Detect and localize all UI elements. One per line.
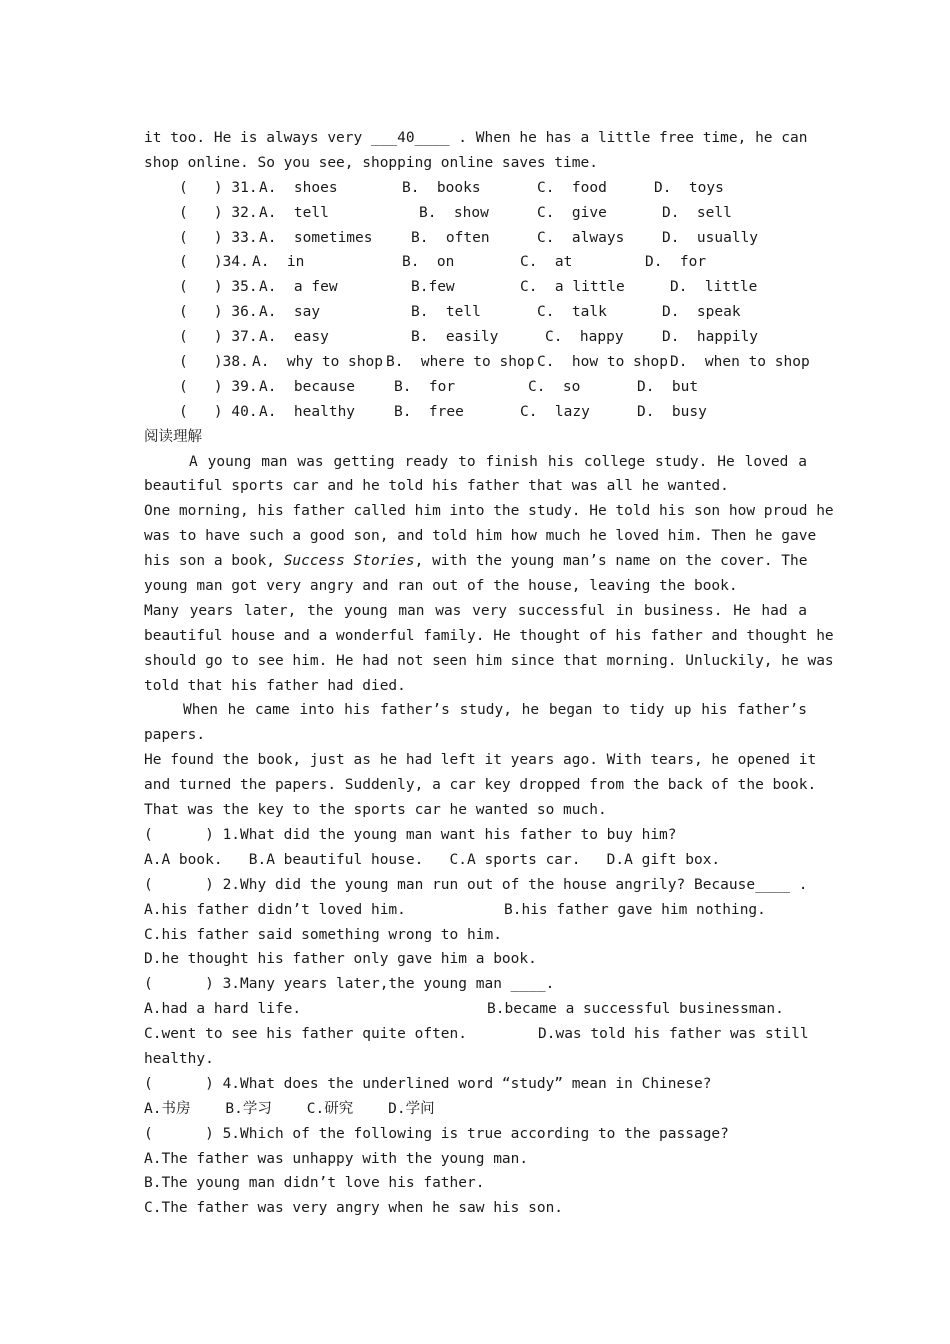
option-c: C. give: [537, 204, 607, 221]
question-number: ( ) 39.: [179, 378, 258, 395]
option-b: B. where to shop: [386, 354, 535, 371]
option-row: [144, 350, 810, 375]
passage-line: beautiful sports car and he told his father that was all he wanted.: [144, 478, 729, 495]
cloze-options: [144, 176, 810, 425]
option-c: C. at: [520, 254, 573, 271]
passage-line: He found the book, just as he had left it years ago. With tears, he opened it: [144, 752, 817, 769]
option-b: B.his father gave him nothing.: [504, 901, 766, 918]
option-a: A. tell: [259, 204, 329, 221]
passage-line: When he came into his father’s study, he began to tidy up his father’s: [183, 702, 807, 719]
option-b: B. tell: [411, 304, 481, 321]
option-row: [144, 201, 807, 226]
question-3: ( ) 3.Many years later,the young man ____.: [144, 976, 555, 993]
option-a: A. say: [259, 304, 321, 321]
option-d: D. happily: [662, 329, 759, 346]
question-2-options-ab: [144, 898, 807, 923]
passage-line: should go to see him. He had not seen him since that morning. Unluckily, he was: [144, 652, 834, 669]
option-a: A. shoes: [259, 179, 338, 196]
book-title: Success Stories: [283, 553, 415, 570]
option-b: B.became a successful businessman.: [487, 1001, 784, 1018]
question-number: ( )34.: [179, 254, 249, 271]
option-d: D. when to shop: [670, 354, 810, 371]
passage-line: told that his father had died.: [144, 677, 406, 694]
option-a: A. easy: [259, 329, 329, 346]
passage-line: was to have such a good son, and told him how much he loved him. Then he gave: [144, 528, 817, 545]
question-number: ( ) 37.: [179, 329, 258, 346]
option-row: [144, 300, 807, 325]
question-1: ( ) 1.What did the young man want his father to buy him?: [144, 826, 677, 843]
option-a: A. in: [252, 254, 305, 271]
option-c: C. talk: [537, 304, 607, 321]
question-3-options-ab: [144, 997, 807, 1022]
option-b: B. books: [402, 179, 481, 196]
question-4-options: A.书房 B.学习 C.研究 D.学问: [144, 1100, 435, 1117]
option-c: C. lazy: [520, 403, 590, 420]
passage-line: Many years later, the young man was very successful in business. He had a: [144, 602, 807, 619]
option-row: [144, 226, 807, 251]
option-d: D.he thought his father only gave him a book.: [144, 951, 537, 968]
option-c: C. always: [537, 229, 625, 246]
passage-text: his son a book, Success Stories, with the young man’s name on the cover. The: [144, 553, 808, 570]
option-a: A. a few: [259, 279, 338, 296]
option-b: B. for: [394, 378, 456, 395]
option-a: A.had a hard life.: [144, 1001, 302, 1018]
option-row: [144, 250, 807, 275]
passage-line: That was the key to the sports car he wanted so much.: [144, 802, 607, 819]
option-d-continued: healthy.: [144, 1050, 214, 1067]
option-d: D. toys: [654, 179, 724, 196]
question-5: ( ) 5.Which of the following is true according to the passage?: [144, 1125, 729, 1142]
option-c: C.The father was very angry when he saw his son.: [144, 1200, 564, 1217]
option-a: A. healthy: [259, 403, 356, 420]
option-c: C. how to shop: [537, 354, 668, 371]
option-b: B. easily: [411, 329, 499, 346]
option-a: A.his father didn’t loved him.: [144, 901, 406, 918]
option-a: A. sometimes: [259, 229, 373, 246]
option-c: C.went to see his father quite often.: [144, 1026, 468, 1043]
question-number: ( ) 31.: [179, 179, 258, 196]
question-number: ( )38.: [179, 354, 249, 371]
option-row: [144, 275, 807, 300]
option-d: D.was told his father was still: [538, 1026, 809, 1043]
question-3-options-cd: [144, 1022, 807, 1047]
option-row: [144, 400, 807, 425]
option-c: C. so: [528, 378, 581, 395]
option-a: A.The father was unhappy with the young man.: [144, 1150, 529, 1167]
question-number: ( ) 36.: [179, 304, 258, 321]
question-number: ( ) 33.: [179, 229, 258, 246]
option-d: D. busy: [637, 403, 707, 420]
passage-line: papers.: [144, 727, 206, 744]
option-b: B. free: [394, 403, 464, 420]
option-c: C. a little: [520, 279, 625, 296]
section-heading: 阅读理解: [144, 428, 202, 445]
document-page: [144, 126, 834, 1221]
option-b: B.The young man didn’t love his father.: [144, 1175, 485, 1192]
option-b: B. on: [402, 254, 455, 271]
cloze-text-line: shop online. So you see, shopping online saves time.: [144, 154, 598, 171]
option-d: D. little: [670, 279, 758, 296]
option-a: A. why to shop: [252, 354, 383, 371]
option-c: C. happy: [545, 329, 624, 346]
cloze-text-line: it too. He is always very ___40____ . When he has a little free time, he can: [144, 130, 808, 146]
option-d: D. speak: [662, 304, 741, 321]
option-d: D. for: [645, 254, 707, 271]
option-d: D. usually: [662, 229, 759, 246]
passage-line: beautiful house and a wonderful family. He thought of his father and thought he: [144, 627, 834, 644]
question-1-options: A.A book. B.A beautiful house. C.A sports car. D.A gift box.: [144, 851, 721, 868]
option-b: B. show: [419, 204, 489, 221]
option-c: C.his father said something wrong to him.: [144, 926, 502, 943]
option-row: [144, 375, 807, 400]
question-number: ( ) 32.: [179, 204, 258, 221]
option-d: D. sell: [662, 204, 732, 221]
passage-line: and turned the papers. Suddenly, a car key dropped from the back of the book.: [144, 777, 817, 794]
option-b: B. often: [411, 229, 490, 246]
question-2: ( ) 2.Why did the young man run out of the house angrily? Because____ .: [144, 876, 808, 893]
passage-line: One morning, his father called him into the study. He told his son how proud he: [144, 503, 834, 520]
passage-line: A young man was getting ready to finish his college study. He loved a: [189, 453, 807, 470]
passage-line: young man got very angry and ran out of the house, leaving the book.: [144, 578, 738, 595]
question-number: ( ) 35.: [179, 279, 258, 296]
option-a: A. because: [259, 378, 356, 395]
option-row: [144, 325, 807, 350]
passage-line: [144, 549, 807, 574]
question-number: ( ) 40.: [179, 403, 258, 420]
question-4: ( ) 4.What does the underlined word “study” mean in Chinese?: [144, 1075, 712, 1092]
option-row: [144, 176, 807, 201]
option-c: C. food: [537, 179, 607, 196]
option-b: B.few: [411, 279, 455, 296]
option-d: D. but: [637, 378, 699, 395]
